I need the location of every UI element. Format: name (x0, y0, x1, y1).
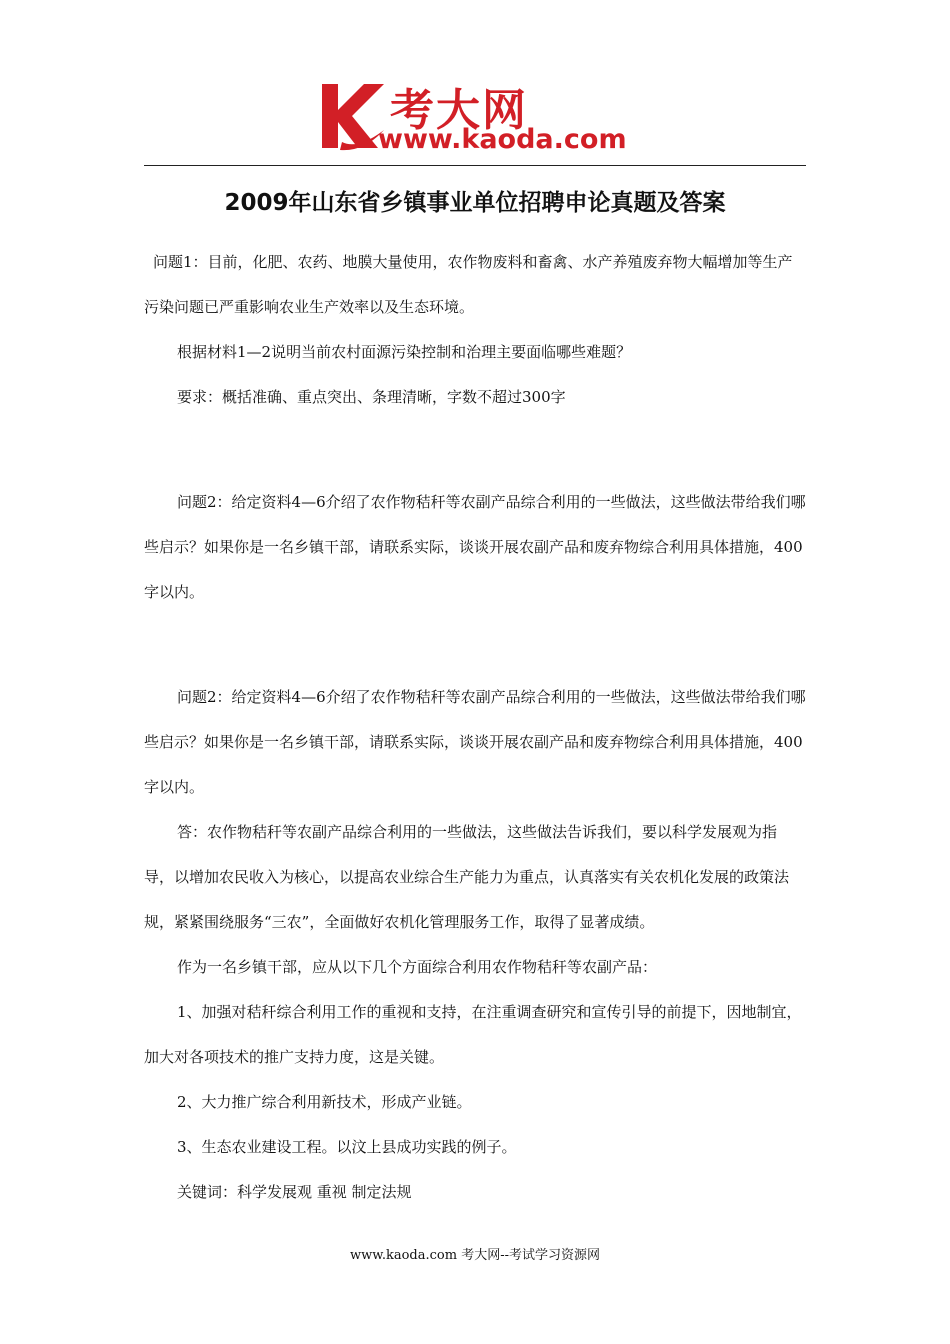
spacer (144, 615, 806, 675)
paragraph-answer: 答：农作物秸秆等农副产品综合利用的一些做法，这些做法告诉我们，要以科学发展观为指导，以增加农民收入为核心，以提高农业综合生产能力为重点，认真落实有关农机化发展的政策法规，紧紧围绕服务“三农”，全面做好农机化管理服务工作，取得了显著成绩。 (144, 823, 790, 931)
paragraph-question-2-repeat: 问题2：给定资料4—6介绍了农作物秸秆等农副产品综合利用的一些做法，这些做法带给我们哪些启示？如果你是一名乡镇干部，请联系实际，谈谈开展农副产品和废弃物综合利用具体措施，400字以内。 (144, 688, 806, 796)
paragraph-answer-intro: 作为一名乡镇干部，应从以下几个方面综合利用农作物秸秆等农副产品： (177, 958, 658, 976)
paragraph-question-1-material: 根据材料1—2说明当前农村面源污染控制和治理主要面临哪些难题？ (177, 343, 632, 361)
kaoda-logo (318, 80, 638, 160)
spacer (144, 420, 806, 480)
paragraph-point-1: 1、加强对秸秆综合利用工作的重视和支持，在注重调查研究和宣传引导的前提下，因地制宜，加大对各项技术的推广支持力度，这是关键。 (144, 1003, 802, 1066)
paragraph-question-2: 问题2：给定资料4—6介绍了农作物秸秆等农副产品综合利用的一些做法，这些做法带给我们哪些启示？如果你是一名乡镇干部，请联系实际，谈谈开展农副产品和废弃物综合利用具体措施，400字以内。 (144, 493, 806, 601)
logo-name: 考大网 (390, 85, 528, 136)
page-title: 2009年山东省乡镇事业单位招聘申论真题及答案 (224, 190, 726, 216)
document-body (144, 240, 806, 1215)
header-divider (144, 165, 806, 166)
paragraph-point-3: 3、生态农业建设工程。以汶上县成功实践的例子。 (177, 1138, 517, 1156)
logo-url: www.kaoda.com (378, 124, 627, 155)
paragraph-keywords: 关键词：科学发展观 重视 制定法规 (177, 1183, 412, 1201)
paragraph-question-1-requirement: 要求：概括准确、重点突出、条理清晰，字数不超过300字 (177, 388, 566, 406)
paragraph-question-1: 问题1：目前，化肥、农药、地膜大量使用，农作物废料和畜禽、水产养殖废弃物大幅增加等生产污染问题已严重影响农业生产效率以及生态环境。 (144, 253, 793, 316)
paragraph-point-2: 2、大力推广综合利用新技术，形成产业链。 (177, 1093, 472, 1111)
page-footer: www.kaoda.com 考大网--考试学习资源网 (350, 1248, 600, 1263)
